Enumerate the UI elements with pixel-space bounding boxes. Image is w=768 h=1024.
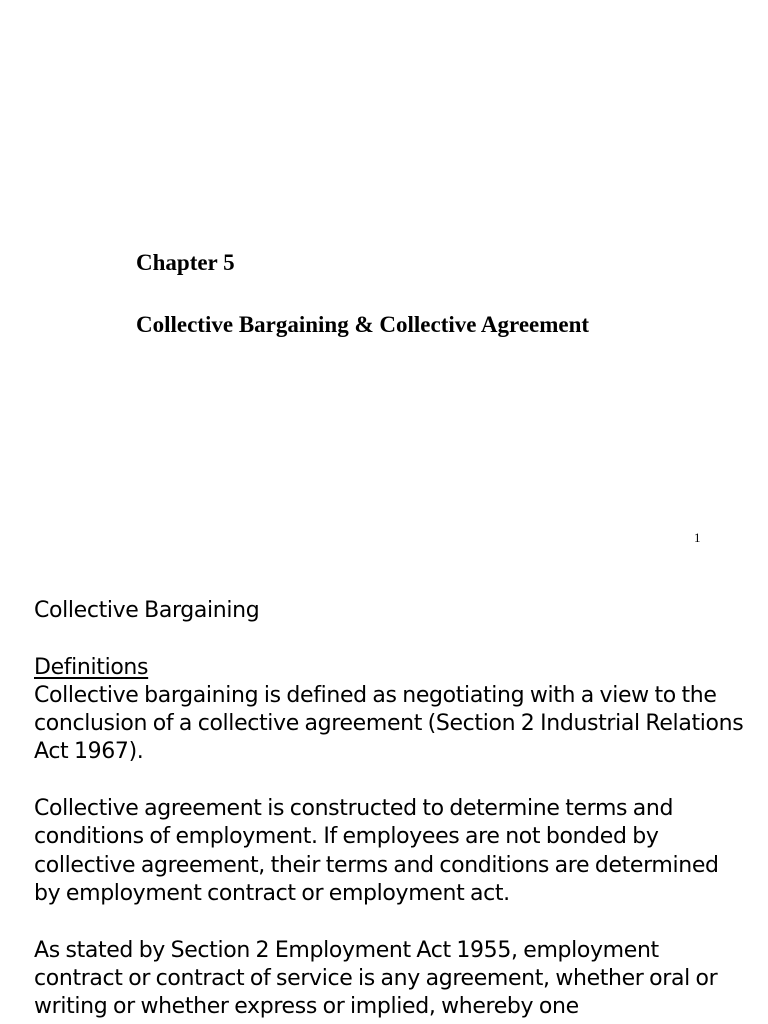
paragraph-employment-contract: As stated by Section 2 Employment Act 1955, employment contract or contract of service is any agreement, whether oral or writing or whether express or implied, whereby one	[34, 937, 718, 1020]
page-number: 1	[694, 530, 701, 545]
spacer	[34, 908, 744, 936]
spacer	[34, 767, 744, 795]
spacer	[34, 625, 744, 653]
chapter-title: Collective Bargaining & Collective Agreement	[136, 312, 590, 337]
definitions-label: Definitions	[34, 654, 149, 680]
paragraph-collective-agreement: Collective agreement is constructed to determine terms and conditions of employment. If employees are not bonded by collective agreement, their terms and conditions are determined by employment contract or employment act.	[34, 796, 719, 906]
chapter-label: Chapter 5	[136, 250, 235, 275]
content-slide	[34, 597, 744, 1021]
paragraph-collective-bargaining: Collective bargaining is defined as negotiating with a view to the conclusion of a collective agreement (Section 2 Industrial Relations Act 1967).	[34, 682, 744, 765]
section-heading: Collective Bargaining	[34, 598, 260, 623]
